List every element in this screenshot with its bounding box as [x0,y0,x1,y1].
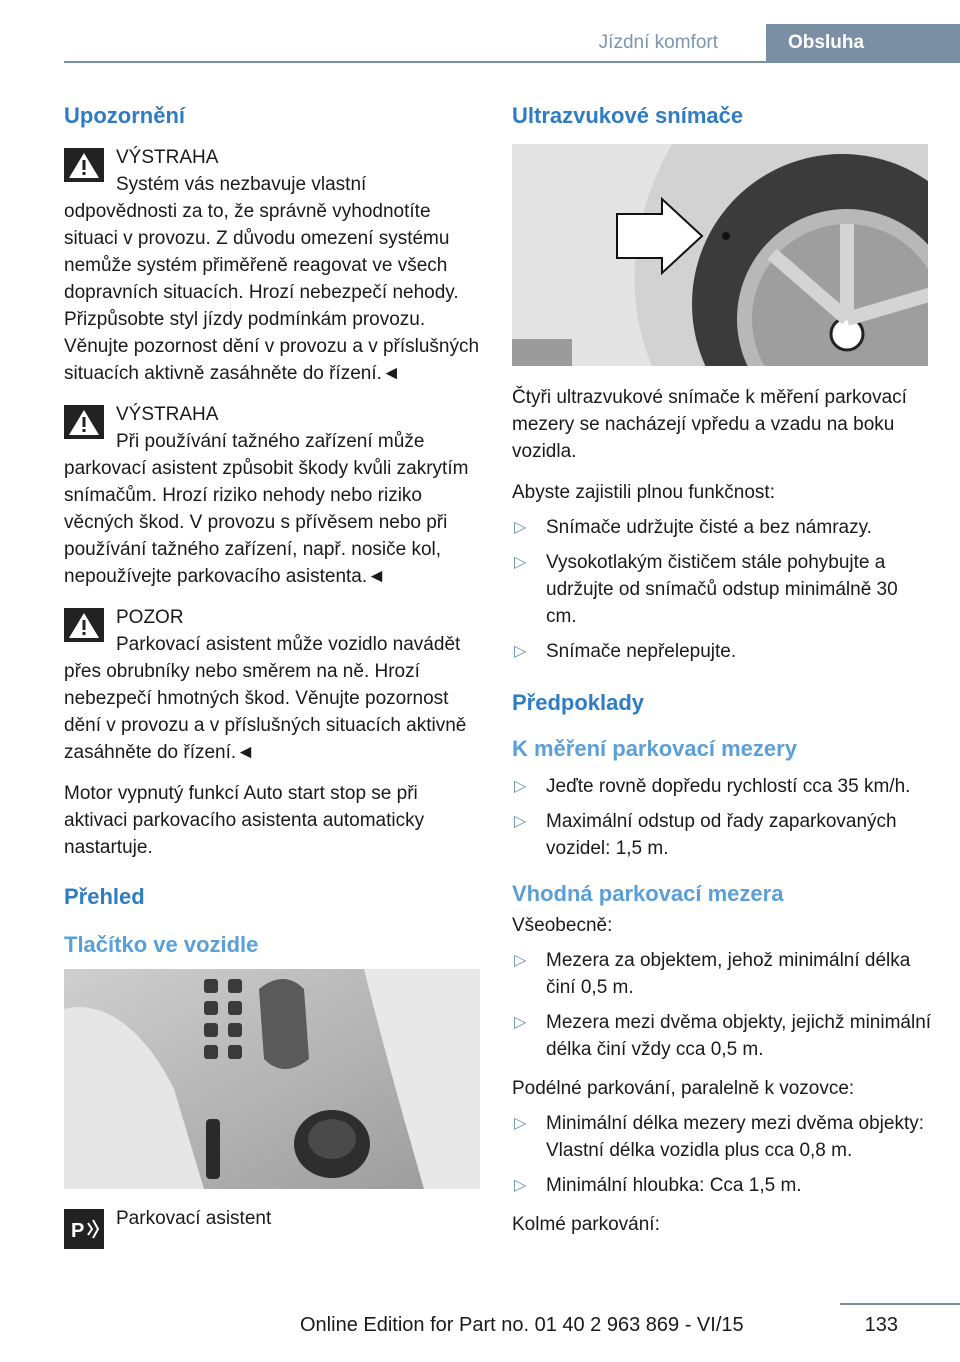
parallel-label: Podélné parkování, paralelně k vozovce: [512,1078,855,1099]
left-column [64,102,484,1242]
warning-text: Systém vás nezbavuje vlastní odpovědnosti za to, že správně vyhodnotíte situaci v provozu. Z důvodu omezení systému nemůže systém přiměřeně reagovat ve všech dopravních situacích. Hrozí nebezpečí nehody. Přizpůsobte styl jízdy podmínkám provozu. Věnujte pozornost dění v provozu a v příslušných situacích aktivně zasáhněte do řízení.◄ [64,174,480,384]
list-item: ▷ Maximální odstup od řady zaparkovaných vozidel: 1,5 m. [512,808,932,862]
warning-block-1 [64,144,484,387]
bullet-triangle-icon: ▷ [514,1115,527,1132]
bullet-triangle-icon: ▷ [514,554,527,571]
page-number: 133 [864,1314,898,1336]
parking-assistant-label: Parkovací asistent [116,1208,272,1229]
list-item: ▷ Mezera za objektem, jehož minimální délka činí 0,5 m. [512,947,932,1001]
caution-text: Parkovací asistent může vozidlo navádět přes obrubníky nebo směrem na ně. Hrozí nebezpečí hmotných škod. Věnujte pozornost dění v provozu a v příslušných situacích aktivně zasáhněte do řízení.◄ [64,634,467,763]
caution-block [64,604,484,766]
general-label: Všeobecně: [512,915,613,936]
console-button-photo [64,969,480,1189]
parking-assistant-button-row [64,1205,484,1242]
general-list [512,947,932,1063]
warning-label: VÝSTRAHA [116,404,219,425]
list-item: ▷ Snímače udržujte čisté a bez námrazy. [512,514,932,541]
list-item: ▷ Mezera mezi dvěma objekty, jejichž minimální délka činí vždy cca 0,5 m. [512,1009,932,1063]
perpendicular-label: Kolmé parkování: [512,1214,660,1235]
header-rule [64,61,960,63]
list-item: ▷ Minimální hloubka: Cca 1,5 m. [512,1172,932,1199]
warning-block-2 [64,401,484,590]
page-header [0,24,960,64]
vhodna-heading: Vhodná parkovací mezera [512,881,784,906]
warning-text: Při používání tažného zařízení může parkovací asistent způsobit škody kvůli zakrytím snímačům. Hrozí riziko nehody nebo riziko věcných škod. V provozu s přívěsem nebo při používání tažného zařízení, např. nosiče kol, nepoužívejte parkovacího asistenta.◄ [64,431,469,587]
bullet-triangle-icon: ▷ [514,813,527,830]
caution-label: POZOR [116,607,184,628]
mereni-heading: K měření parkovací mezery [512,736,797,761]
upozorneni-heading: Upozornění [64,103,185,128]
section-tab: Jízdní komfort [598,32,718,53]
mereni-list [512,773,932,862]
right-column [512,102,932,1238]
warning-triangle-icon [64,148,104,182]
prehled-heading: Přehled [64,884,145,909]
motor-text: Motor vypnutý funkcí Auto start stop se při aktivaci parkovacího asistenta automaticky nastartuje. [64,783,425,858]
parking-assistant-icon [64,1209,104,1249]
list-item: ▷ Snímače nepřelepujte. [512,638,932,665]
list-item: ▷ Vysokotlakým čističem stále pohybujte a udržujte od snímačů odstup minimálně 30 cm. [512,549,932,630]
edition-text: Online Edition for Part no. 01 40 2 963 869 - VI/15 [300,1314,744,1336]
bullet-triangle-icon: ▷ [514,1177,527,1194]
svg-text:P: P [71,1220,85,1242]
warning-triangle-icon [64,608,104,642]
bullet-triangle-icon: ▷ [514,519,527,536]
tlacitko-heading: Tlačítko ve vozidle [64,932,259,957]
warning-triangle-icon [64,405,104,439]
function-intro: Abyste zajistili plnou funkčnost: [512,482,775,503]
predpoklady-heading: Předpoklady [512,690,645,715]
chapter-tab: Obsluha [766,24,960,62]
list-item: ▷ Minimální délka mezery mezi dvěma objekty: Vlastní délka vozidla plus cca 0,8 m. [512,1110,932,1164]
parallel-list [512,1110,932,1199]
bullet-triangle-icon: ▷ [514,778,527,795]
function-list [512,514,932,665]
bullet-triangle-icon: ▷ [514,952,527,969]
sensors-text: Čtyři ultrazvukové snímače k měření parkovací mezery se nacházejí vpředu a vzadu na boku vozidla. [512,387,907,462]
bullet-triangle-icon: ▷ [514,643,527,660]
sensor-location-photo [512,144,928,366]
list-item: ▷ Jeďte rovně dopředu rychlostí cca 35 km/h. [512,773,932,800]
warning-label: VÝSTRAHA [116,147,219,168]
bullet-triangle-icon: ▷ [514,1014,527,1031]
ultrazvuk-heading: Ultrazvukové snímače [512,103,744,128]
footer-rule [840,1303,960,1305]
